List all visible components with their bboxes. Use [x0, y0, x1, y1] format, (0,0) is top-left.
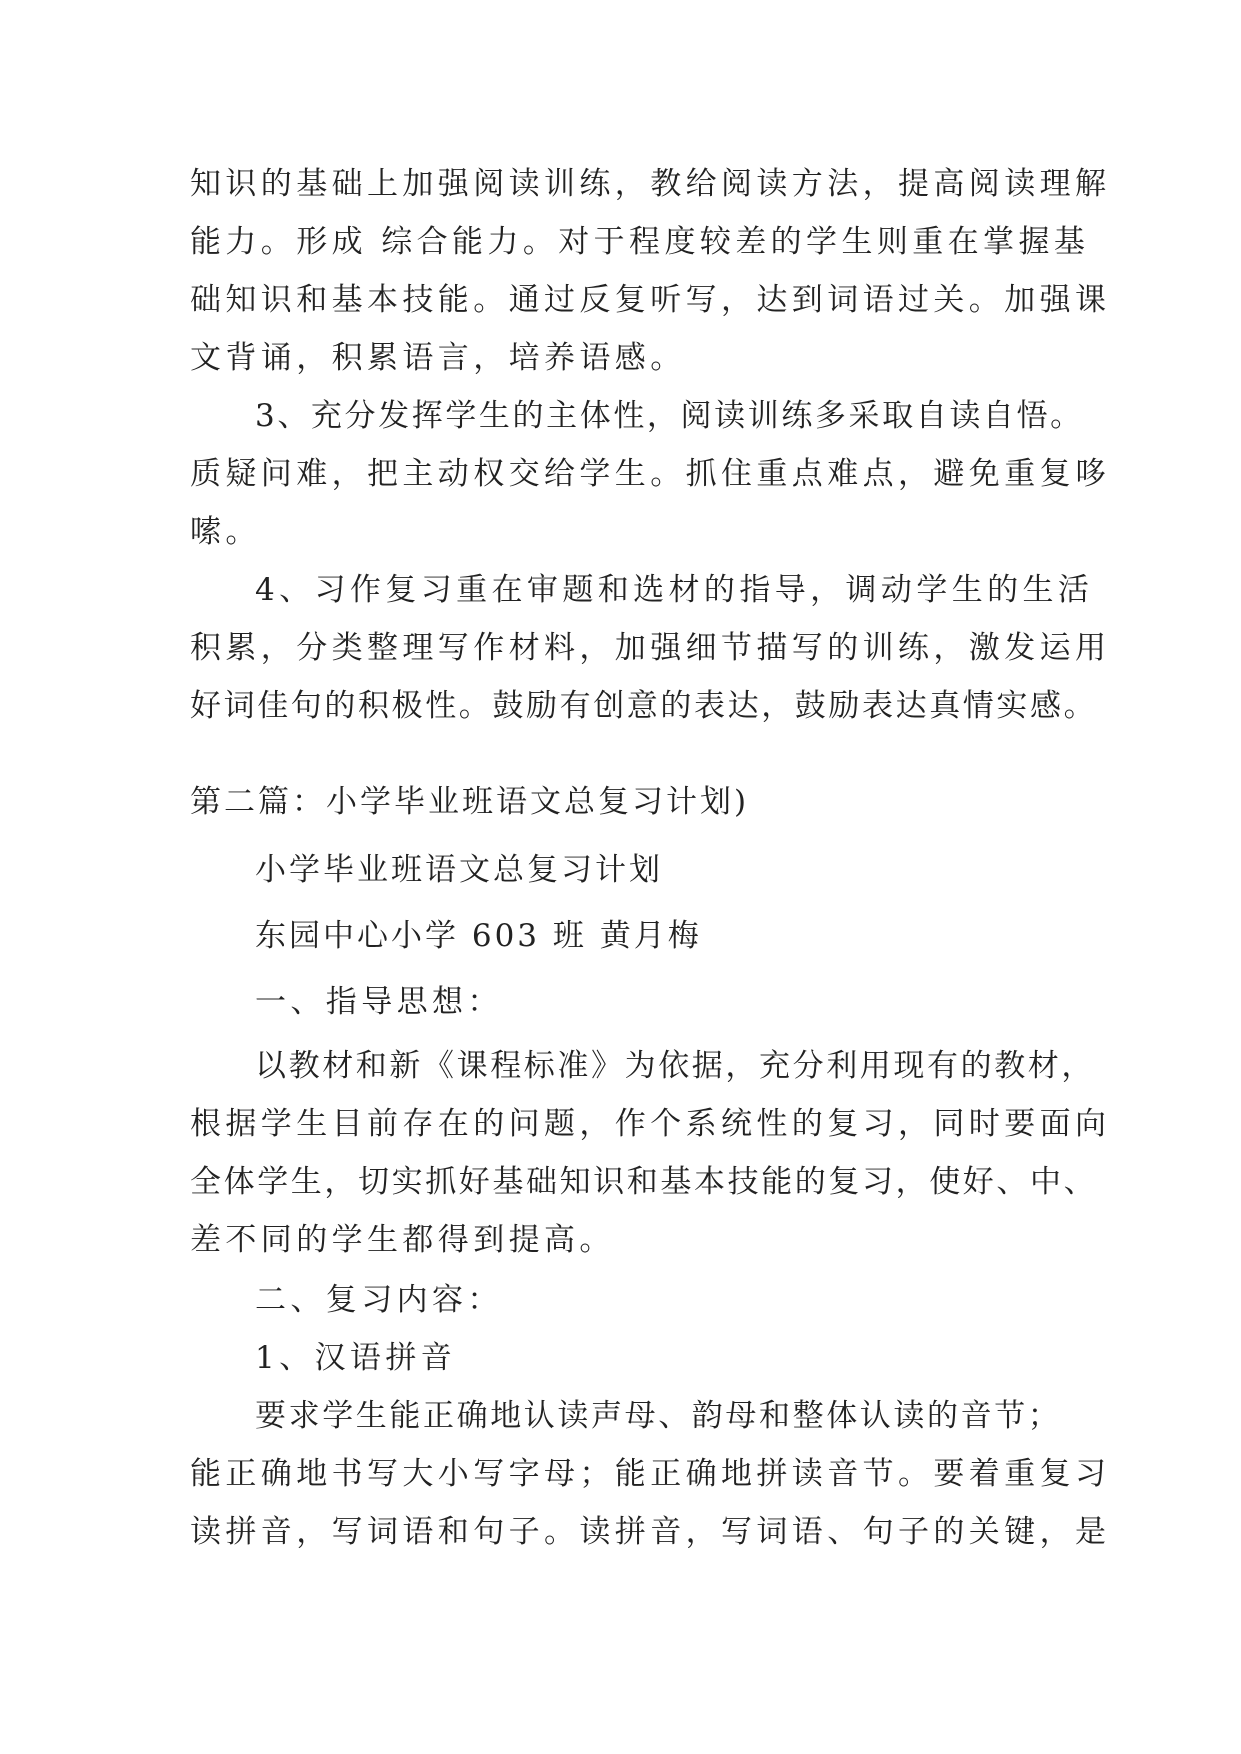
paragraph-line: 以教材和新《课程标准》为依据，充分利用现有的教材，: [255, 1048, 1095, 1084]
paragraph-line: 能力。形成 综合能力。对于程度较差的学生则重在掌握基: [190, 224, 1090, 260]
paragraph-line: 要求学生能正确地认读声母、韵母和整体认读的音节；: [255, 1398, 1062, 1434]
paragraph-line: 4、习作复习重在审题和选材的指导，调动学生的生活: [255, 572, 1094, 608]
paragraph-line: 积累，分类整理写作材料，加强细节描写的训练，激发运用: [190, 630, 1111, 666]
paragraph-line: 差不同的学生都得到提高。: [190, 1222, 615, 1258]
paragraph-line: 读拼音，写词语和句子。读拼音，写词语、句子的关键，是: [190, 1514, 1111, 1550]
paragraph-line: 嗦。: [190, 514, 261, 550]
paragraph-line: 3、充分发挥学生的主体性，阅读训练多采取自读自悟。: [255, 398, 1084, 434]
author-line: 东园中心小学 603 班 黄月梅: [255, 918, 702, 954]
paragraph-line: 全体学生，切实抓好基础知识和基本技能的复习，使好、中、: [190, 1164, 1098, 1200]
section-subheading: 二、复习内容：: [255, 1282, 503, 1318]
document-title: 小学毕业班语文总复习计划: [255, 852, 663, 888]
paragraph-line: 好词佳句的积极性。鼓励有创意的表达，鼓励表达真情实感。: [190, 688, 1098, 724]
paragraph-line: 质疑问难，把主动权交给学生。抓住重点难点，避免重复哆: [190, 456, 1111, 492]
section-subheading: 一、指导思想：: [255, 984, 503, 1020]
paragraph-line: 础知识和基本技能。通过反复听写，达到词语过关。加强课: [190, 282, 1111, 318]
paragraph-line: 文背诵，积累语言，培养语感。: [190, 340, 686, 376]
section-heading: 第二篇：小学毕业班语文总复习计划): [190, 784, 750, 820]
section-subheading: 1、汉语拼音: [255, 1340, 457, 1376]
paragraph-line: 知识的基础上加强阅读训练，教给阅读方法，提高阅读理解: [190, 166, 1111, 202]
paragraph-line: 能正确地书写大小写字母；能正确地拼读音节。要着重复习: [190, 1456, 1111, 1492]
paragraph-line: 根据学生目前存在的问题，作个系统性的复习，同时要面向: [190, 1106, 1111, 1142]
